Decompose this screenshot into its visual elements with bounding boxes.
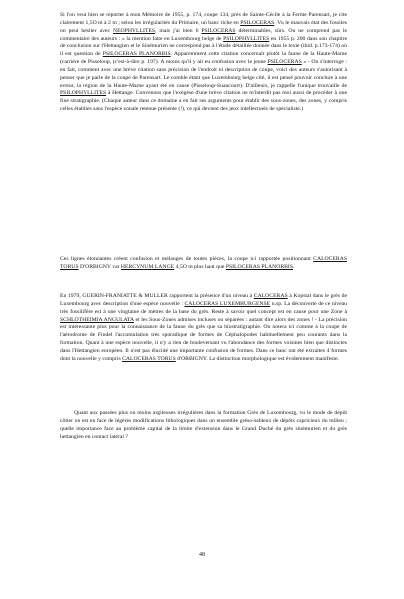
paragraph [60,410,347,441]
text-run: Si l'on veut bien se reporter à mon Mémoire de 1955, p. 174, coupe 134, près de Sainte-Cécile à la Ferme Parensart, je cite clairement 1,5O m à 2 m ; selon les irrégularités du Primaire, un banc riche en [60,12,347,26]
text-run: » - On s'interroge : en fait, comment avec une brève citation sans précision de l'endroit ni description de coupe, voici des auteurs s'autorisant à penser que je parle de la coupe de Parensart. Le comble étant que Luxembourg belge cité, il est pensé pouvoir conclure à une erreur, la région de la Haute-Marne ayant été en cause (Pisseloup-Suaucourt). D'ailleurs, je rappelle l'unique trouvaille de [60,59,347,89]
paragraph [60,293,347,364]
underlined-term: SCHLOTHEIMIA ANGULATA [60,316,134,323]
text-run: . Apparemment cette citation concernait plutôt la faune de la Haute-Marne (carrière de Pisseloup, (c'est-à-dire p. 197). A moins qu'il y ait eu confusion avec le jeune [60,51,347,66]
page-number: 48 [199,552,205,558]
underlined-term: PSILOCERAS [201,27,236,34]
underlined-term: CALOCERAS LUXEMBURGENSE [184,300,271,307]
text-run: en 1955 p. 200 dans son chapitre de conclusion sur l'Hettangien et le Sinémurien ne correspond pas à l'étude détaillée donnée dans le texte (ibid. p.173-174) où il est question de [60,35,347,58]
text-run: et les Sous-Zones admises incluses ou séparées : autant dire alors des zones ! - La précision est intéressante plus pour la connaissance de la faune du grès que sa biostratigraphie. On notera ici comme à la coupe de l'aérodrome de Findel l'accumulation très sporadique de formes de Céphalopodes habituellement peu courants dans la formation. Quant à une espèce nouvelle, il n'y a rien de bouleversant vu l'abondance des formes voisines bien que distinctes dans l'Hettangien européen. Il n'est pas élucidé une importante confusion de formes. Dans ce banc ont été extraites 4 formes dont la nouvelle y compris [60,316,348,362]
text-run: d'ORBIGNY. La distinction morphologique est évidemment manifeste. [175,355,339,362]
text-run: Quant aux passées plus ou moins argileuses irrégulières dans la formation Grès de Luxembourg, vu le mode de dépôt côtier on est en face de légères modifications lithologiques dans un ensemble gréso-sableux de dépôts capricieux du milieu ; quelle importance face au problème capital de la limite d'extension dans le Grand Duché du grès sinémurien et du grès hettangien en contact latéral ? [60,410,347,440]
text-run: n.sp. La découverte de ce niveau très fossilifère est à une vingtaine de mètres de la base du grès. Reste à savoir quel concept est en cause pour une Zone à [60,300,347,315]
underlined-term: CALOCERAS [253,293,288,299]
text-run: . Vu le mauvais état des fossiles on peut hésiter avec [60,19,347,34]
text-run: D'ORBIGNY var [78,263,121,270]
text-run: à Hettange. Convenons que l'exégèse d'une brève citation ne m'interdit pas moi aussi de procéder à une fine stratigraphie. (Chaque auteur dans ce domaine a en fait ses arguments pour établir des sous-zones, des zones, y compris celles établies sans l'espèce zonale retenue présente (!), ce qui devient des jeux intellectuels de spécialiste.) [60,90,347,113]
text-run: déterminables, sûrs. On ne comprend pas le commentaire des auteurs : « la mention faite en Luxembourg belge de [60,27,348,42]
text-run: En 1979, GUERIN-FRANIATTE & MULLER rapportent la présence d'un niveau à [60,293,254,299]
text-run: 4,5O m plus haut que [174,263,226,270]
underlined-term: HERCYNUM LANGE [120,263,175,270]
text-run: , mais j'ai bien 6 [155,27,202,34]
paragraph [60,12,347,114]
underlined-term: PSILOPHYLLITES [60,90,107,97]
paragraph [60,256,347,272]
underlined-term: CALOCERAS TORUS [60,256,347,270]
underlined-term: PSILOCERAS [267,59,302,66]
text-run: Ces lignes étonnantes créent confusion et mélanges de toutes pièces, la coupe ici rapportée positionnant [60,256,314,262]
underlined-term: PSILOCERAS PLANORBIS [102,51,171,58]
underlined-term: PSILOCERAS PLANORBIS [225,263,293,270]
underlined-term: NEOPHYLLITES [112,27,155,34]
underlined-term: PSILOPHYLLITES [223,35,270,42]
underlined-term: CALOCERAS TORUS [122,355,176,362]
text-run: . [293,263,295,270]
text-run: à Kopstal dans le grès de Luxembourg avec description d'une espèce nouvelle : [60,293,347,307]
underlined-term: PSILOCERAS [240,19,275,26]
